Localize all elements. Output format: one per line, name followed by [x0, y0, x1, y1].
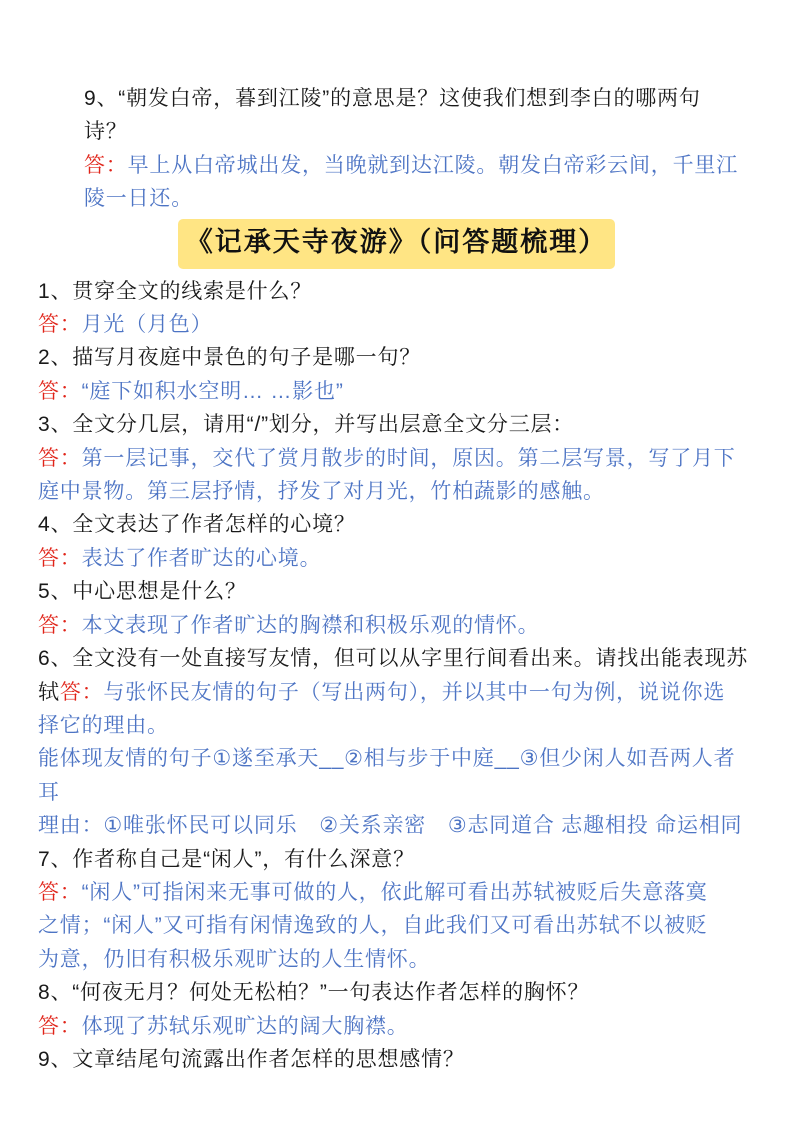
answer-label: 答：	[59, 680, 104, 704]
answer-label: 答：	[38, 546, 82, 570]
answer-text: 陵一日还。	[84, 187, 193, 211]
question-text: 4、全文表达了作者怎样的心境？	[38, 513, 356, 537]
answer-text: 能体现友情的句子①遂至承天__②相与步于中庭__③但少闲人如吾两人者耳	[38, 747, 736, 804]
answer-text: “庭下如积水空明… …影也”	[81, 379, 344, 403]
text-line	[84, 115, 755, 148]
text-line	[38, 575, 755, 608]
question-text: 6、全文没有一处直接写友情，但可以从字里行间看出来。请找出能表现苏	[38, 647, 749, 671]
answer-text: 为意，仍旧有积极乐观旷达的人生情怀。	[38, 947, 431, 971]
previous-section-continuation	[84, 82, 755, 216]
text-line	[38, 308, 755, 341]
answer-text: 体现了苏轼乐观旷达的阔大胸襟。	[81, 1014, 409, 1038]
text-line	[38, 676, 755, 709]
text-line	[38, 1043, 755, 1076]
text-line	[38, 542, 755, 575]
answer-label: 答：	[38, 880, 82, 904]
text-line	[38, 809, 755, 842]
question-text: 8、“何夜无月？何处无松柏？”一句表达作者怎样的胸怀？	[38, 981, 590, 1005]
text-line	[38, 943, 755, 976]
answer-text: 与张怀民友情的句子（写出两句），并以其中一句为例，说说你选	[103, 680, 726, 704]
question-text: 7、作者称自己是“闲人”，有什么深意？	[38, 847, 415, 871]
text-line	[84, 82, 755, 115]
answer-text: 之情；“闲人”又可指有闲情逸致的人，自此我们又可看出苏轼不以被贬	[38, 914, 708, 938]
answer-label: 答：	[38, 1014, 82, 1038]
question-text: 3、全文分几层，请用“/”划分，并写出层意全文分三层：	[38, 413, 575, 437]
text-line	[38, 709, 755, 742]
question-text: 轼	[38, 680, 60, 704]
text-line	[38, 408, 755, 441]
answer-label: 答：	[38, 446, 82, 470]
answer-label: 答：	[38, 379, 82, 403]
answer-text: 理由：①唯张怀民可以同乐 ②关系亲密 ③志同道合 志趣相投 命运相同	[38, 814, 743, 838]
question-text: 9、“朝发白帝，暮到江陵”的意思是？这使我们想到李白的哪两句	[84, 87, 701, 110]
text-line	[38, 609, 755, 642]
section-title: 《记承天寺夜游》（问答题梳理）	[178, 219, 616, 269]
section-title-row	[38, 219, 755, 270]
answer-text: “闲人”可指闲来无事可做的人，依此解可看出苏轼被贬后失意落寞	[81, 880, 708, 904]
text-line	[38, 508, 755, 541]
text-line	[38, 909, 755, 942]
answer-text: 月光（月色）	[81, 313, 213, 337]
text-line	[38, 1010, 755, 1043]
text-line	[38, 341, 755, 374]
answer-label: 答：	[38, 613, 82, 637]
question-text: 9、文章结尾句流露出作者怎样的思想感情？	[38, 1047, 465, 1071]
answer-text: 本文表现了作者旷达的胸襟和积极乐观的情怀。	[81, 613, 540, 637]
text-line	[84, 149, 755, 182]
text-line	[38, 642, 755, 675]
answer-text: 庭中景物。第三层抒情，抒发了对月光，竹柏蔬影的感触。	[38, 480, 605, 504]
answer-text: 第一层记事，交代了赏月散步的时间，原因。第二层写景，写了月下	[81, 446, 736, 470]
text-line	[38, 442, 755, 475]
answer-label: 答：	[84, 153, 128, 177]
question-text: 1、贯穿全文的线索是什么？	[38, 279, 313, 303]
question-text: 诗？	[84, 120, 128, 144]
text-line	[38, 843, 755, 876]
answer-text: 早上从白帝城出发，当晚就到达江陵。朝发白帝彩云间，千里江	[127, 153, 739, 177]
answer-text: 择它的理由。	[38, 713, 169, 737]
text-line	[84, 182, 755, 215]
answer-text: 表达了作者旷达的心境。	[81, 546, 322, 570]
text-line	[38, 475, 755, 508]
answer-label: 答：	[38, 313, 82, 337]
text-line	[38, 742, 755, 809]
text-line	[38, 275, 755, 308]
question-text: 5、中心思想是什么？	[38, 580, 247, 604]
question-text: 2、描写月夜庭中景色的句子是哪一句？	[38, 346, 422, 370]
text-line	[38, 375, 755, 408]
text-line	[38, 976, 755, 1009]
qa-list	[38, 275, 755, 1077]
text-line	[38, 876, 755, 909]
